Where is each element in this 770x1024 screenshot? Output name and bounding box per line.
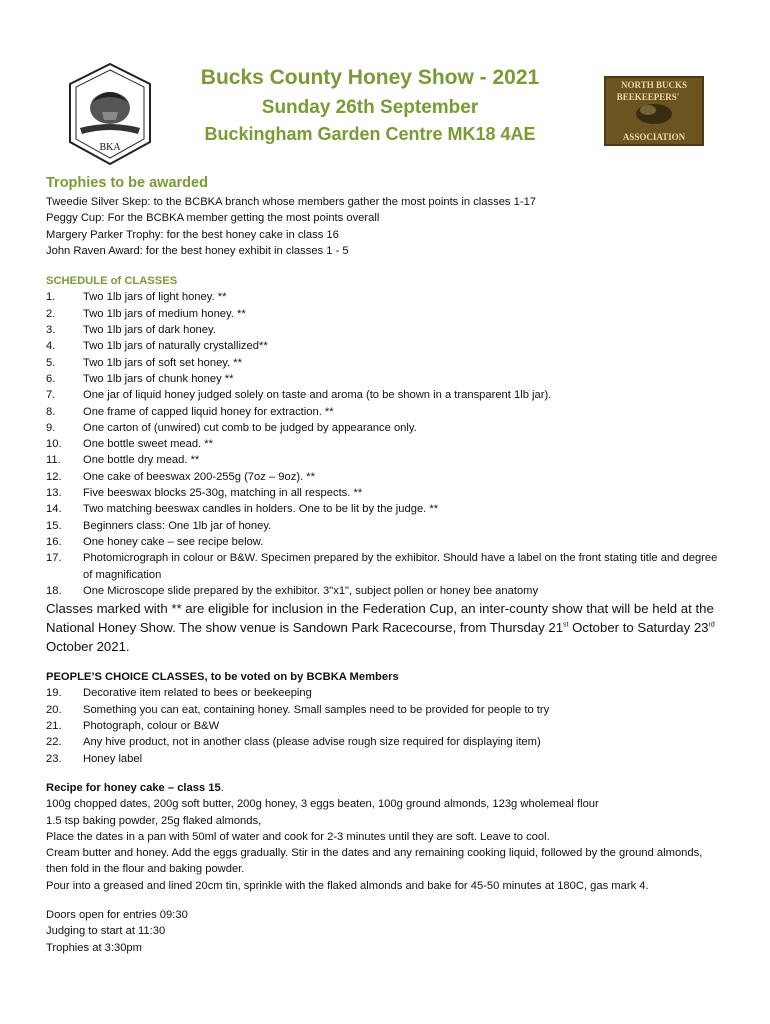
class-row — [46, 387, 726, 403]
class-text: One bottle sweet mead. ** — [83, 438, 213, 451]
class-row — [46, 338, 726, 354]
trophies-title: Trophies to be awarded — [46, 175, 208, 191]
federation-note-part2: October to Saturday 23 — [568, 620, 709, 636]
trophy-item: Peggy Cup: For the BCBKA member getting the most points overall — [46, 212, 380, 225]
bka-logo-text: BKA — [99, 142, 121, 153]
peoples-choice-title: PEOPLE’S CHOICE CLASSES, to be voted on by BCBKA Members — [46, 671, 399, 684]
class-number: 16. — [46, 535, 62, 548]
class-number: 19. — [46, 687, 62, 700]
show-date: Sunday 26th September — [261, 97, 479, 118]
class-row — [46, 718, 726, 734]
class-row — [46, 734, 726, 750]
class-text: One cake of beeswax 200-255g (7oz – 9oz). ** — [83, 470, 315, 483]
class-number: 11. — [46, 454, 61, 467]
class-text: Two 1lb jars of soft set honey. ** — [83, 356, 242, 369]
class-text: Photomicrograph in colour or B&W. Specimen prepared by the exhibitor. Should have a label on the front stating title and degree of magnification — [83, 552, 718, 581]
class-text: Two 1lb jars of light honey. ** — [83, 291, 227, 304]
class-text: Photograph, colour or B&W — [83, 720, 220, 733]
class-row — [46, 404, 726, 420]
class-number: 12. — [46, 470, 62, 483]
class-number: 15. — [46, 519, 62, 532]
north-bucks-logo-line3: ASSOCIATION — [622, 132, 686, 142]
class-row — [46, 518, 726, 534]
trophy-item: John Raven Award: for the best honey exhibit in classes 1 - 5 — [46, 244, 349, 257]
class-number: 1. — [46, 291, 56, 304]
schedule-list — [46, 289, 726, 599]
class-text: Honey label — [83, 752, 143, 765]
class-text: Any hive product, not in another class (please advise rough size required for displaying item) — [83, 736, 541, 749]
class-number: 6. — [46, 372, 56, 385]
class-text: One frame of capped liquid honey for extraction. ** — [83, 405, 334, 418]
class-number: 23. — [46, 752, 62, 765]
federation-note-part3: October 2021. — [46, 639, 130, 655]
class-row — [46, 501, 726, 517]
recipe-line: 100g chopped dates, 200g soft butter, 200g honey, 3 eggs beaten, 100g ground almonds, 123g wholemeal flour — [46, 798, 599, 811]
class-number: 14. — [46, 503, 62, 516]
recipe-title: Recipe for honey cake – class 15 — [46, 781, 221, 794]
class-row — [46, 469, 726, 485]
class-number: 21. — [46, 720, 62, 733]
class-row — [46, 289, 726, 305]
recipe-line: 1.5 tsp baking powder, 25g flaked almonds, — [46, 814, 262, 827]
class-text: One jar of liquid honey judged solely on taste and aroma (to be shown in a transparent 1lb jar). — [83, 389, 552, 402]
trophy-item: Tweedie Silver Skep: to the BCBKA branch whose members gather the most points in classes 1-17 — [46, 196, 537, 208]
class-text: Five beeswax blocks 25-30g, matching in all respects. ** — [83, 487, 363, 500]
peoples-choice-list — [46, 685, 726, 766]
schedule-title: SCHEDULE of CLASSES — [46, 275, 178, 288]
recipe-title-end: . — [220, 781, 224, 794]
class-number: 8. — [46, 405, 56, 418]
class-row — [46, 702, 726, 718]
federation-note — [46, 599, 726, 656]
document-body — [46, 174, 726, 956]
time-line: Trophies at 3:30pm — [46, 941, 142, 954]
class-text: Two 1lb jars of dark honey. — [83, 324, 216, 337]
class-number: 2. — [46, 307, 56, 320]
class-number: 7. — [46, 389, 56, 402]
north-bucks-logo-line2: BEEKEEPERS' — [616, 92, 680, 102]
class-row — [46, 452, 726, 468]
class-text: Two matching beeswax candles in holders. One to be lit by the judge. ** — [83, 503, 439, 516]
class-row — [46, 685, 726, 701]
class-row — [46, 371, 726, 387]
federation-note-sup2: rd — [708, 621, 715, 629]
class-text: Two 1lb jars of chunk honey ** — [83, 372, 234, 385]
class-row — [46, 420, 726, 436]
class-text: One Microscope slide prepared by the exhibitor. 3"x1", subject pollen or honey bee anatomy — [83, 584, 539, 597]
class-row — [46, 355, 726, 371]
class-number: 22. — [46, 736, 62, 749]
class-text: Decorative item related to bees or beekeeping — [83, 687, 312, 700]
north-bucks-logo — [604, 76, 704, 146]
class-row — [46, 485, 726, 501]
class-number: 3. — [46, 324, 56, 337]
class-number: 17. — [46, 552, 62, 565]
bka-logo — [62, 62, 158, 166]
recipe-line: Place the dates in a pan with 50ml of water and cook for 2-3 minutes until they are soft. Leave to cool. — [46, 830, 550, 843]
class-row — [46, 583, 726, 599]
class-row — [46, 322, 726, 338]
recipe-line: Cream butter and honey. Add the eggs gradually. Stir in the dates and any remaining cooking liquid, followed by the ground almonds, then fold in the flour and baking powder. — [46, 847, 703, 876]
class-number: 10. — [46, 438, 62, 451]
class-number: 4. — [46, 340, 56, 353]
time-line: Judging to start at 11:30 — [46, 925, 166, 938]
federation-note-part1: Classes marked with ** are eligible for inclusion in the Federation Cup, an inter-county show that will be held at the National Honey Show. The show venue is Sandown Park Racecourse, from Thursday 21 — [46, 601, 714, 636]
class-row — [46, 534, 726, 550]
class-text: Two 1lb jars of medium honey. ** — [83, 307, 246, 320]
class-text: Beginners class: One 1lb jar of honey. — [83, 519, 272, 532]
class-text: One carton of (unwired) cut comb to be judged by appearance only. — [83, 421, 417, 434]
class-row — [46, 751, 726, 767]
show-venue: Buckingham Garden Centre MK18 4AE — [204, 124, 536, 144]
class-text: One bottle dry mead. ** — [83, 454, 200, 467]
class-number: 18. — [46, 584, 62, 597]
class-row — [46, 550, 726, 583]
class-text: One honey cake – see recipe below. — [83, 535, 264, 548]
class-text: Two 1lb jars of naturally crystallized** — [83, 340, 268, 353]
time-line: Doors open for entries 09:30 — [46, 908, 188, 921]
recipe-heading — [46, 780, 726, 796]
class-number: 20. — [46, 703, 62, 716]
class-number: 9. — [46, 421, 56, 434]
show-title: Bucks County Honey Show - 2021 — [200, 66, 540, 89]
class-number: 13. — [46, 487, 62, 500]
trophy-item: Margery Parker Trophy: for the best honey cake in class 16 — [46, 228, 339, 241]
class-row — [46, 306, 726, 322]
class-row — [46, 436, 726, 452]
federation-note-sup1: st — [563, 621, 569, 629]
class-number: 5. — [46, 356, 56, 369]
north-bucks-logo-line1: NORTH BUCKS — [621, 80, 687, 90]
class-text: Something you can eat, containing honey. Small samples need to be provided for people to try — [83, 703, 550, 716]
recipe-line: Pour into a greased and lined 20cm tin, sprinkle with the flaked almonds and bake for 45-50 minutes at 180C, gas mark 4. — [46, 879, 649, 892]
